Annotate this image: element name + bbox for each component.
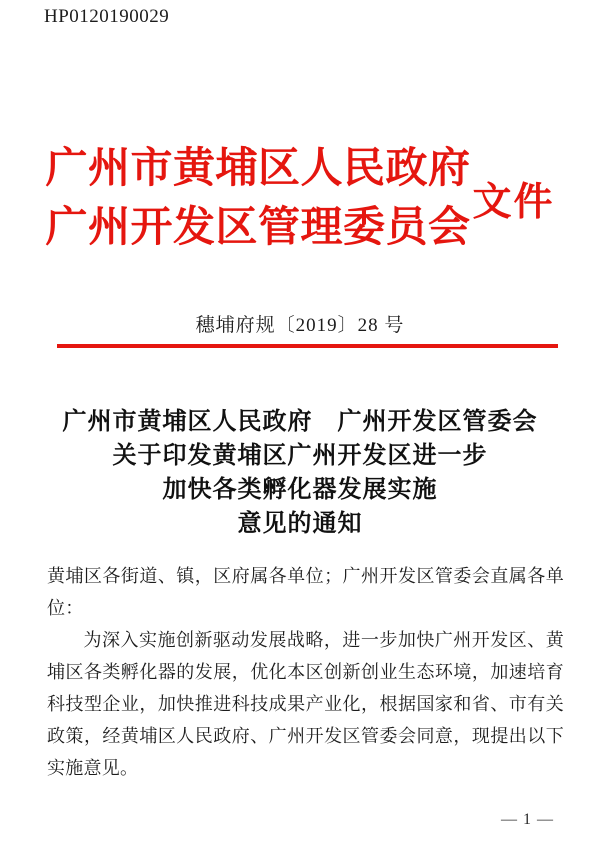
title-line2: 关于印发黄埔区广州开发区进一步 bbox=[112, 442, 488, 469]
body-paragraph: 为深入实施创新驱动发展战略，进一步加快广州开发区、黄埔区各类孵化器的发展，优化本区创新创业生态环境，加速培育科技型企业，加快推进科技成果产业化，根据国家和省、市有关政策，经黄埔区人民政府、广州开发区管委会同意，现提出以下实施意见。 bbox=[47, 630, 564, 778]
document-body bbox=[47, 560, 564, 784]
title-line1: 广州市黄埔区人民政府 广州开发区管委会 bbox=[62, 408, 538, 435]
issuing-organizations bbox=[45, 140, 470, 258]
document-reference-number: HP0120190029 bbox=[44, 6, 170, 27]
document-type-label: 文件 bbox=[472, 181, 555, 224]
title-line3: 加快各类孵化器发展实施 bbox=[162, 476, 438, 503]
org-name-line2: 广州开发区管理委员会 bbox=[45, 205, 471, 251]
red-letterhead bbox=[0, 140, 600, 258]
addressee-line: 黄埔区各街道、镇，区府属各单位；广州开发区管委会直属各单位： bbox=[47, 566, 564, 618]
title-line4: 意见的通知 bbox=[237, 510, 363, 537]
red-divider-line bbox=[57, 344, 558, 348]
page-number: — 1 — bbox=[501, 811, 554, 828]
document-title bbox=[0, 405, 600, 541]
org-name-line1: 广州市黄埔区人民政府 bbox=[45, 146, 471, 192]
official-document-number: 穗埔府规〔2019〕28 号 bbox=[195, 315, 405, 336]
